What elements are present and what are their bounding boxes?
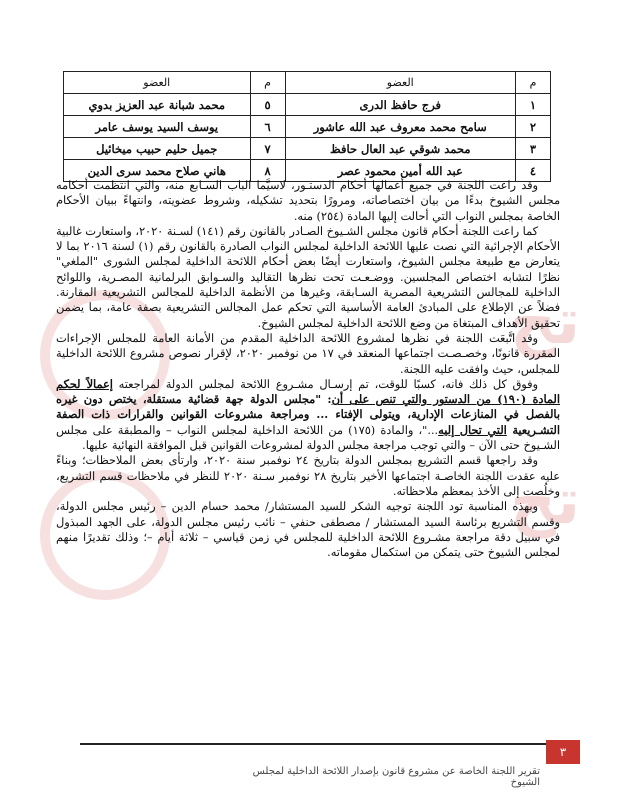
member-name: هاني صلاح محمد سرى الدين: [64, 160, 251, 182]
p4-text-e: ..."، والمادة (١٧٥) من اللائحة الداخلية لمجلس النواب – والمطبقة على مجلس الشـيوخ حتى الآن – والتي توجب مراجعة مجلس الدولة لمشروعات القوانين قبل الموافقة النهائية عليها.: [56, 423, 560, 453]
paragraph-constitution: وقد راعت اللجنة في جميع أعمالها أحكام الدستـور، لاسيَّما الباب السـابع منه، والتي انتظمت أحكامه مجلس الشيوخ بدءًا من بيان اختصاصاته، ومرورًا بتحديد تشكيله، وشروط عضويته، وانتهاءً ببيان الأحكام الخاصة بمجلس النواب التي أحالت إليها المادة (٢٥٤) منه.: [56, 179, 560, 223]
footer-divider: [80, 743, 550, 745]
paragraph-procedures: وقد اتَّبعَت اللجنة في نظرها لمشروع اللائحة الداخلية المقدم من الأمانة العامة للمجلس الإجراءات المقررة قانونًا، وخصـصـت اجتماعها المنعقد في ١٧ من نوفمبر ٢٠٢٠، لإقرار نصوص مشروع اللائحة الداخلية للمجلس، حيث وافقت عليه اللجنة.: [56, 331, 560, 376]
member-name: محمد شوقي عبد العال حافظ: [285, 138, 515, 160]
footer-title: تقرير اللجنة الخاصة عن مشروع قانون بإصدار اللائحة الداخلية لمجلس الشيوخ: [252, 766, 540, 788]
member-number: ٥: [250, 94, 285, 116]
table-row: [64, 138, 551, 160]
table-header-num: م: [250, 72, 285, 94]
member-name: فرج حافظ الدرى: [285, 94, 515, 116]
member-name: سامح محمد معروف عبد الله عاشور: [285, 116, 515, 138]
member-number: ٨: [250, 160, 285, 182]
paragraph-thanks: وبهذه المناسبة تود اللجنة توجيه الشكر للسيد المستشار/ محمد حسام الدين – رئيس مجلس الدولة، وقسم التشريع برئاسة السيد المستشار / مصطفى حنفي – نائب رئيس مجلس الدولة، على الجهد المبذول في سبيل دقة مراجعة مشـروع اللائحة الداخلية للمجلس في زمن قياسي – ثلاثة أيام –؛ وذلك تقديرًا منهم لمجلس الشيوخ حتى يتمكن من استكمال مقوماته.: [56, 500, 560, 560]
member-name: يوسف السيد يوسف عامر: [64, 116, 251, 138]
p4-text-c: : "مجلس الدولة جهة قضائية مستقلة، يختص دون غيره بالفصل في المنازعات الإدارية، ويتولى الإفتاء ... ومراجعة مشروعات القوانين والقرارات ذات الصفة التشـريعية: [56, 392, 560, 437]
table-header-member: العضو: [64, 72, 251, 94]
page-number-badge: ٣: [546, 740, 580, 764]
table-header-member: العضو: [285, 72, 515, 94]
member-number: ١: [516, 94, 551, 116]
member-name: جميل حليم حبيب ميخائيل: [64, 138, 251, 160]
watermark-text-right: تح: [510, 285, 581, 359]
member-name: عبد الله أمين محمود عصر: [285, 160, 515, 182]
member-number: ٣: [516, 138, 551, 160]
member-number: ٢: [516, 116, 551, 138]
member-number: ٧: [250, 138, 285, 160]
member-number: ٤: [516, 160, 551, 182]
watermark-text-right-lower: تح: [510, 465, 581, 539]
p4-text-a: وفوق كل ذلك فانه، كسبًا للوقت، تم إرسـال مشـروع اللائحة لمجلس الدولة لمراجعته: [112, 377, 538, 391]
table-header-row: [64, 72, 551, 94]
members-table: [63, 71, 551, 182]
table-header-num: م: [516, 72, 551, 94]
p4-article-190: إعمالاً لحكم المادة (١٩٠) من الدستور والتي تنص على أن: [56, 376, 560, 407]
paragraph-state-council: [56, 377, 560, 453]
table-row: [64, 116, 551, 138]
report-body: [56, 178, 560, 560]
member-number: ٦: [250, 116, 285, 138]
p4-referred: التي تحال إليه: [438, 422, 507, 437]
table-row: [64, 94, 551, 116]
paragraph-senate-law: كما راعت اللجنة أحكام قانون مجلس الشـيوخ الصـادر بالقانون رقم (١٤١) لسـنة ٢٠٢٠، واستعارت غالبية الأحكام الإجرائية التي نصت عليها اللائحة الداخلية لمجلس النواب الصادرة بالقانون رقم (١) لسنة ٢٠١٦ بما لا يتعارض مع طبيعة مجلس الشيوخ، واستعارت أيضًا بعض أحكام اللائحة الداخلية لمجلس الشورى "الملغي" نظرًا لتشابه اختصاص المجلسين. ووضـعـت تحت نظرها التقاليد والسـوابق البرلمانية المصـرية، واللوائح الداخلية للمجالس التشريعية المصرية السـابقة، وغيرها من الأنظمة الداخلية للمجالس التشريعية المقارنة. فضلاً عن الإطلاع على المبادئ العامة الأساسية التي تحكم عمل المجالس التشريعية بصفة عامة، بما يضمن تحقيق الأهداف المبتغاة من وضع اللائحة الداخلية لمجلس الشيوخ.: [56, 224, 561, 330]
member-name: محمد شبانة عبد العزيز بدوي: [64, 94, 251, 116]
paragraph-review: وقد راجعها قسم التشريع بمجلس الدولة بتاريخ ٢٤ نوفمبر سنة ٢٠٢٠، وارتأى بعض الملاحظات؛ وبناءً عليه عقدت اللجنة الخاصـة اجتماعها الأخير بتاريخ ٢٨ نوفمبر سـنة ٢٠٢٠ للنظر في ملاحظات قسم التشريع، وخلُصت إلى الأخذ بمعظم ملاحظاته.: [56, 454, 560, 498]
